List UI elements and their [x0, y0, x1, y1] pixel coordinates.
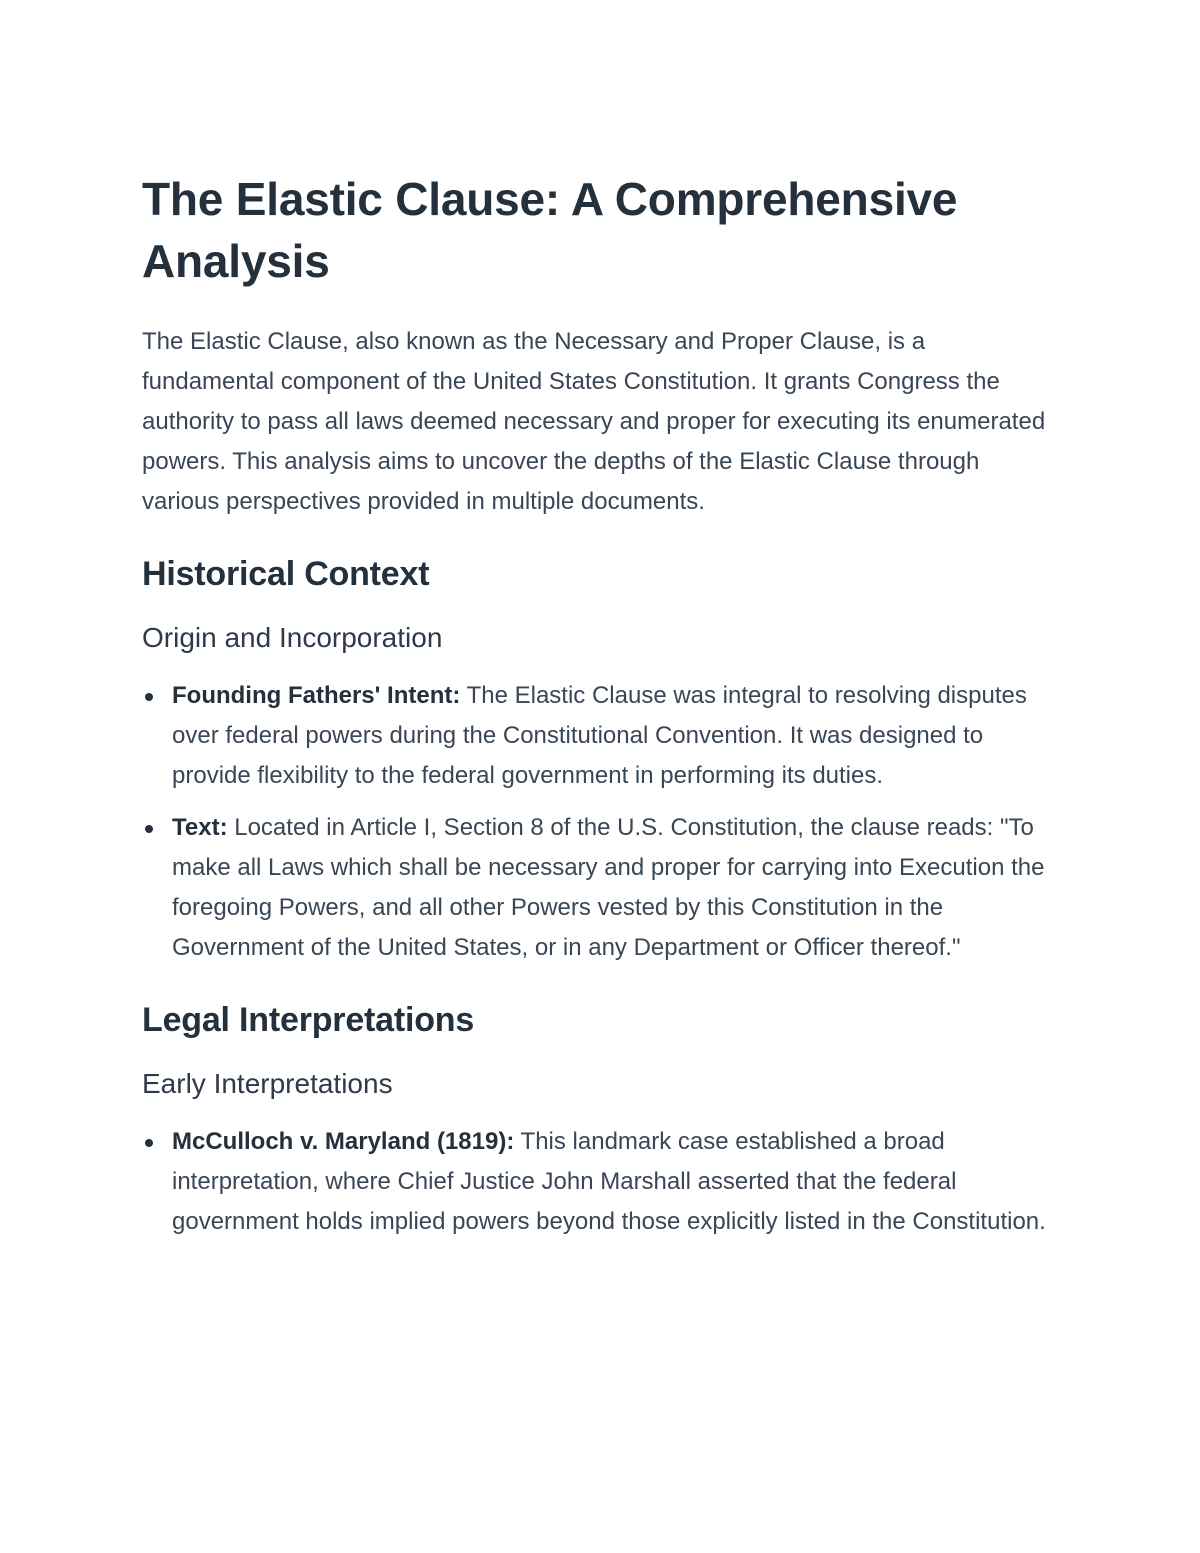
bullet-icon	[145, 825, 153, 833]
bullet-text: Located in Article I, Section 8 of the U.S. Constitution, the clause reads: "To make all Laws which shall be necessary and proper for carrying into Execution the foregoing Powers, and all other Powers vested by this Constitution in the Government of the United States, or in any Department or Officer thereof."	[172, 814, 1045, 961]
intro-paragraph: The Elastic Clause, also known as the Necessary and Proper Clause, is a fundamental component of the United States Constitution. It grants Congress the authority to pass all laws deemed necessary and proper for executing its enumerated powers. This analysis aims to uncover the depths of the Elastic Clause through various perspectives provided in multiple documents.	[142, 328, 1046, 515]
list-item	[142, 1122, 1062, 1242]
document-title: The Elastic Clause: A Comprehensive Analysis	[142, 173, 958, 287]
section-heading: Legal Interpretations	[142, 1001, 475, 1039]
section-legal-interpretations	[142, 998, 1062, 1242]
subsection-heading: Origin and Incorporation	[142, 622, 443, 653]
section-heading: Historical Context	[142, 555, 430, 593]
bullet-term: Text:	[172, 814, 228, 841]
bullet-text: This landmark case established a broad interpretation, where Chief Justice John Marshall asserted that the federal government holds implied powers beyond those explicitly listed in the Constitution.	[172, 1128, 1046, 1235]
bullet-list	[142, 676, 1062, 968]
bullet-icon	[145, 693, 153, 701]
list-item	[142, 676, 1062, 796]
bullet-icon	[145, 1139, 153, 1147]
bullet-list	[142, 1122, 1062, 1242]
subsection-heading: Early Interpretations	[142, 1068, 393, 1099]
document-page	[142, 168, 1062, 1254]
list-item	[142, 808, 1062, 968]
bullet-term: Founding Fathers' Intent:	[172, 682, 461, 709]
section-historical-context	[142, 552, 1062, 968]
bullet-text: The Elastic Clause was integral to resolving disputes over federal powers during the Constitutional Convention. It was designed to provide flexibility to the federal government in performing its duties.	[172, 682, 1027, 789]
bullet-term: McCulloch v. Maryland (1819):	[172, 1128, 515, 1155]
